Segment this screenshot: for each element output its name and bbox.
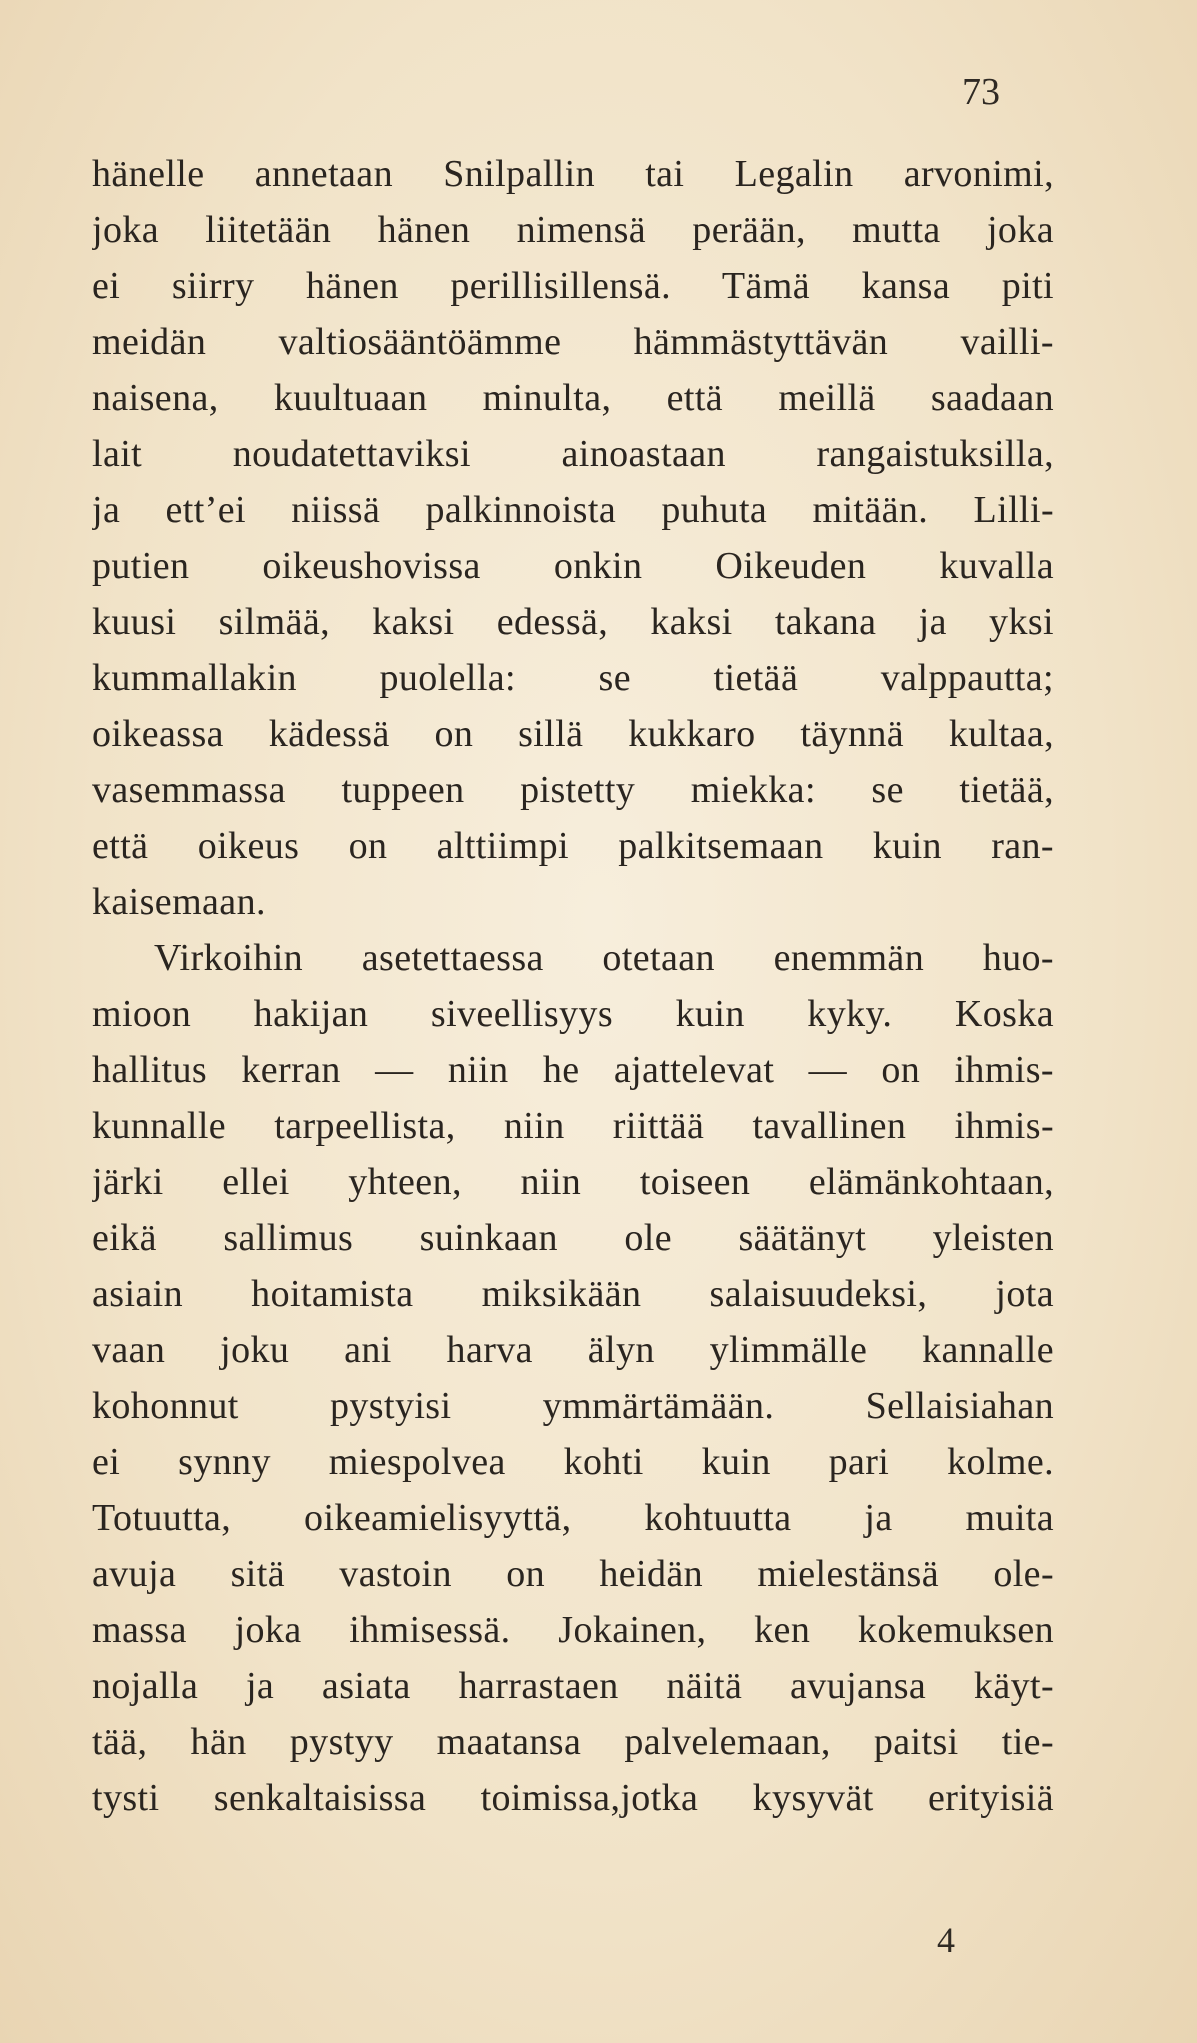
text-line: Totuutta, oikeamielisyyttä, kohtuutta ja muita — [92, 1497, 1054, 1539]
text-line: vasemmassa tuppeen pistetty miekka: se tietää, — [92, 769, 1054, 811]
text-line: kohonnut pystyisi ymmärtämään. Sellaisiahan — [92, 1385, 1054, 1427]
text-line: järki ellei yhteen, niin toiseen elämänkohtaan, — [92, 1161, 1054, 1203]
text-line: tysti senkaltaisissa toimissa,jotka kysyvät erityisiä — [92, 1777, 1054, 1819]
text-line: avuja sitä vastoin on heidän mielestänsä ole- — [92, 1553, 1054, 1595]
text-line: kunnalle tarpeellista, niin riittää tavallinen ihmis- — [92, 1105, 1054, 1147]
text-line: oikeassa kädessä on sillä kukkaro täynnä kultaa, — [92, 713, 1054, 755]
text-line: ei synny miespolvea kohti kuin pari kolme. — [92, 1441, 1054, 1483]
text-line: meidän valtiosääntöämme hämmästyttävän vailli- — [92, 321, 1054, 363]
text-line: asiain hoitamista miksikään salaisuudeksi, jota — [92, 1273, 1054, 1315]
text-line: eikä sallimus suinkaan ole säätänyt yleisten — [92, 1217, 1054, 1259]
text-line: että oikeus on alttiimpi palkitsemaan kuin ran- — [92, 825, 1054, 867]
text-line: nojalla ja asiata harrastaen näitä avujansa käyt- — [92, 1665, 1054, 1707]
text-line: ei siirry hänen perillisillensä. Tämä kansa piti — [92, 265, 1054, 307]
text-line: kaisemaan. — [92, 881, 266, 923]
text-line: lait noudatettaviksi ainoastaan rangaistuksilla, — [92, 433, 1054, 475]
text-line: kummallakin puolella: se tietää valppautta; — [92, 657, 1054, 699]
text-line: hallitus kerran — niin he ajattelevat — on ihmis- — [92, 1049, 1054, 1091]
text-line: hänelle annetaan Snilpallin tai Legalin arvonimi, — [92, 153, 1054, 195]
text-line: putien oikeushovissa onkin Oikeuden kuvalla — [92, 545, 1054, 587]
body-text — [92, 146, 1054, 1826]
page-number: 73 — [962, 71, 1000, 113]
text-line: naisena, kuultuaan minulta, että meillä saadaan — [92, 377, 1054, 419]
signature-mark: 4 — [937, 1920, 955, 1960]
text-line: ja ett’ei niissä palkinnoista puhuta mitään. Lilli- — [92, 489, 1054, 531]
text-line: massa joka ihmisessä. Jokainen, ken kokemuksen — [92, 1609, 1054, 1651]
text-line: vaan joku ani harva älyn ylimmälle kannalle — [92, 1329, 1054, 1371]
text-line: tää, hän pystyy maatansa palvelemaan, paitsi tie- — [92, 1721, 1054, 1763]
text-line: joka liitetään hänen nimensä perään, mutta joka — [92, 209, 1054, 251]
text-line: kuusi silmää, kaksi edessä, kaksi takana ja yksi — [92, 601, 1054, 643]
text-line: mioon hakijan siveellisyys kuin kyky. Koska — [92, 993, 1054, 1035]
text-line-paragraph-start: Virkoihin asetettaessa otetaan enemmän huo- — [154, 937, 1054, 979]
